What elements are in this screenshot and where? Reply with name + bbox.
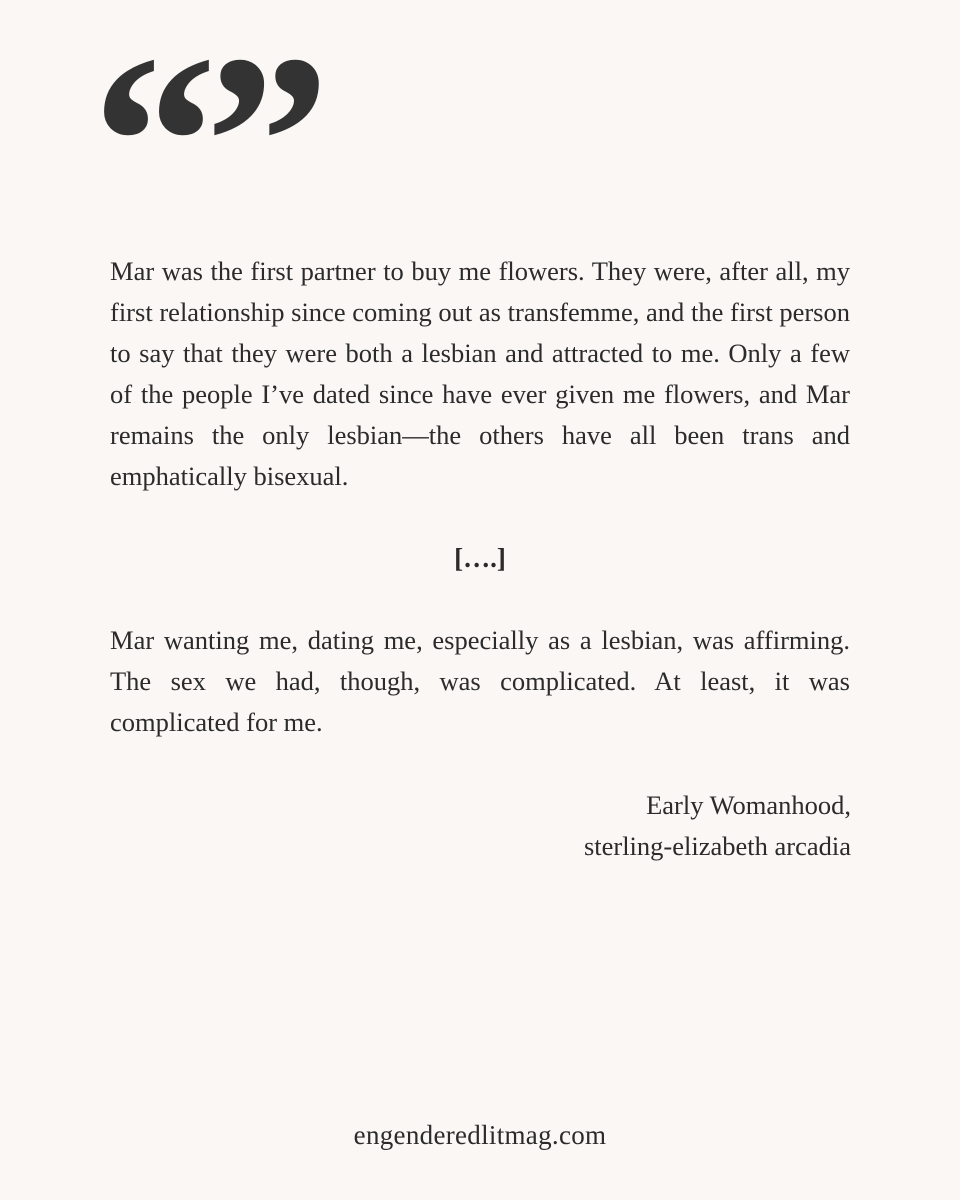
excerpt-paragraph-2: Mar wanting me, dating me, especially as a lesbian, was affirming. The sex we had, though, was complicated. At least, it was complicated for me. bbox=[110, 625, 850, 737]
quotation-marks-icon: “” bbox=[92, 4, 318, 281]
excerpt-paragraph-1: Mar was the first partner to buy me flowers. They were, after all, my first relationship since coming out as transfemme, and the first person to say that they were both a lesbian and attracted to me. Only a few of the people I’ve dated since have ever given me flowers, and Mar remains the only lesbian—the others have all been trans and emphatically bisexual. bbox=[110, 256, 850, 491]
author-name: sterling-elizabeth arcadia bbox=[583, 831, 851, 861]
omission-marker: [….] bbox=[454, 543, 506, 573]
attribution bbox=[400, 785, 851, 867]
website-url: engenderedlitmag.com bbox=[353, 1120, 607, 1150]
work-title: Early Womanhood, bbox=[646, 790, 851, 820]
